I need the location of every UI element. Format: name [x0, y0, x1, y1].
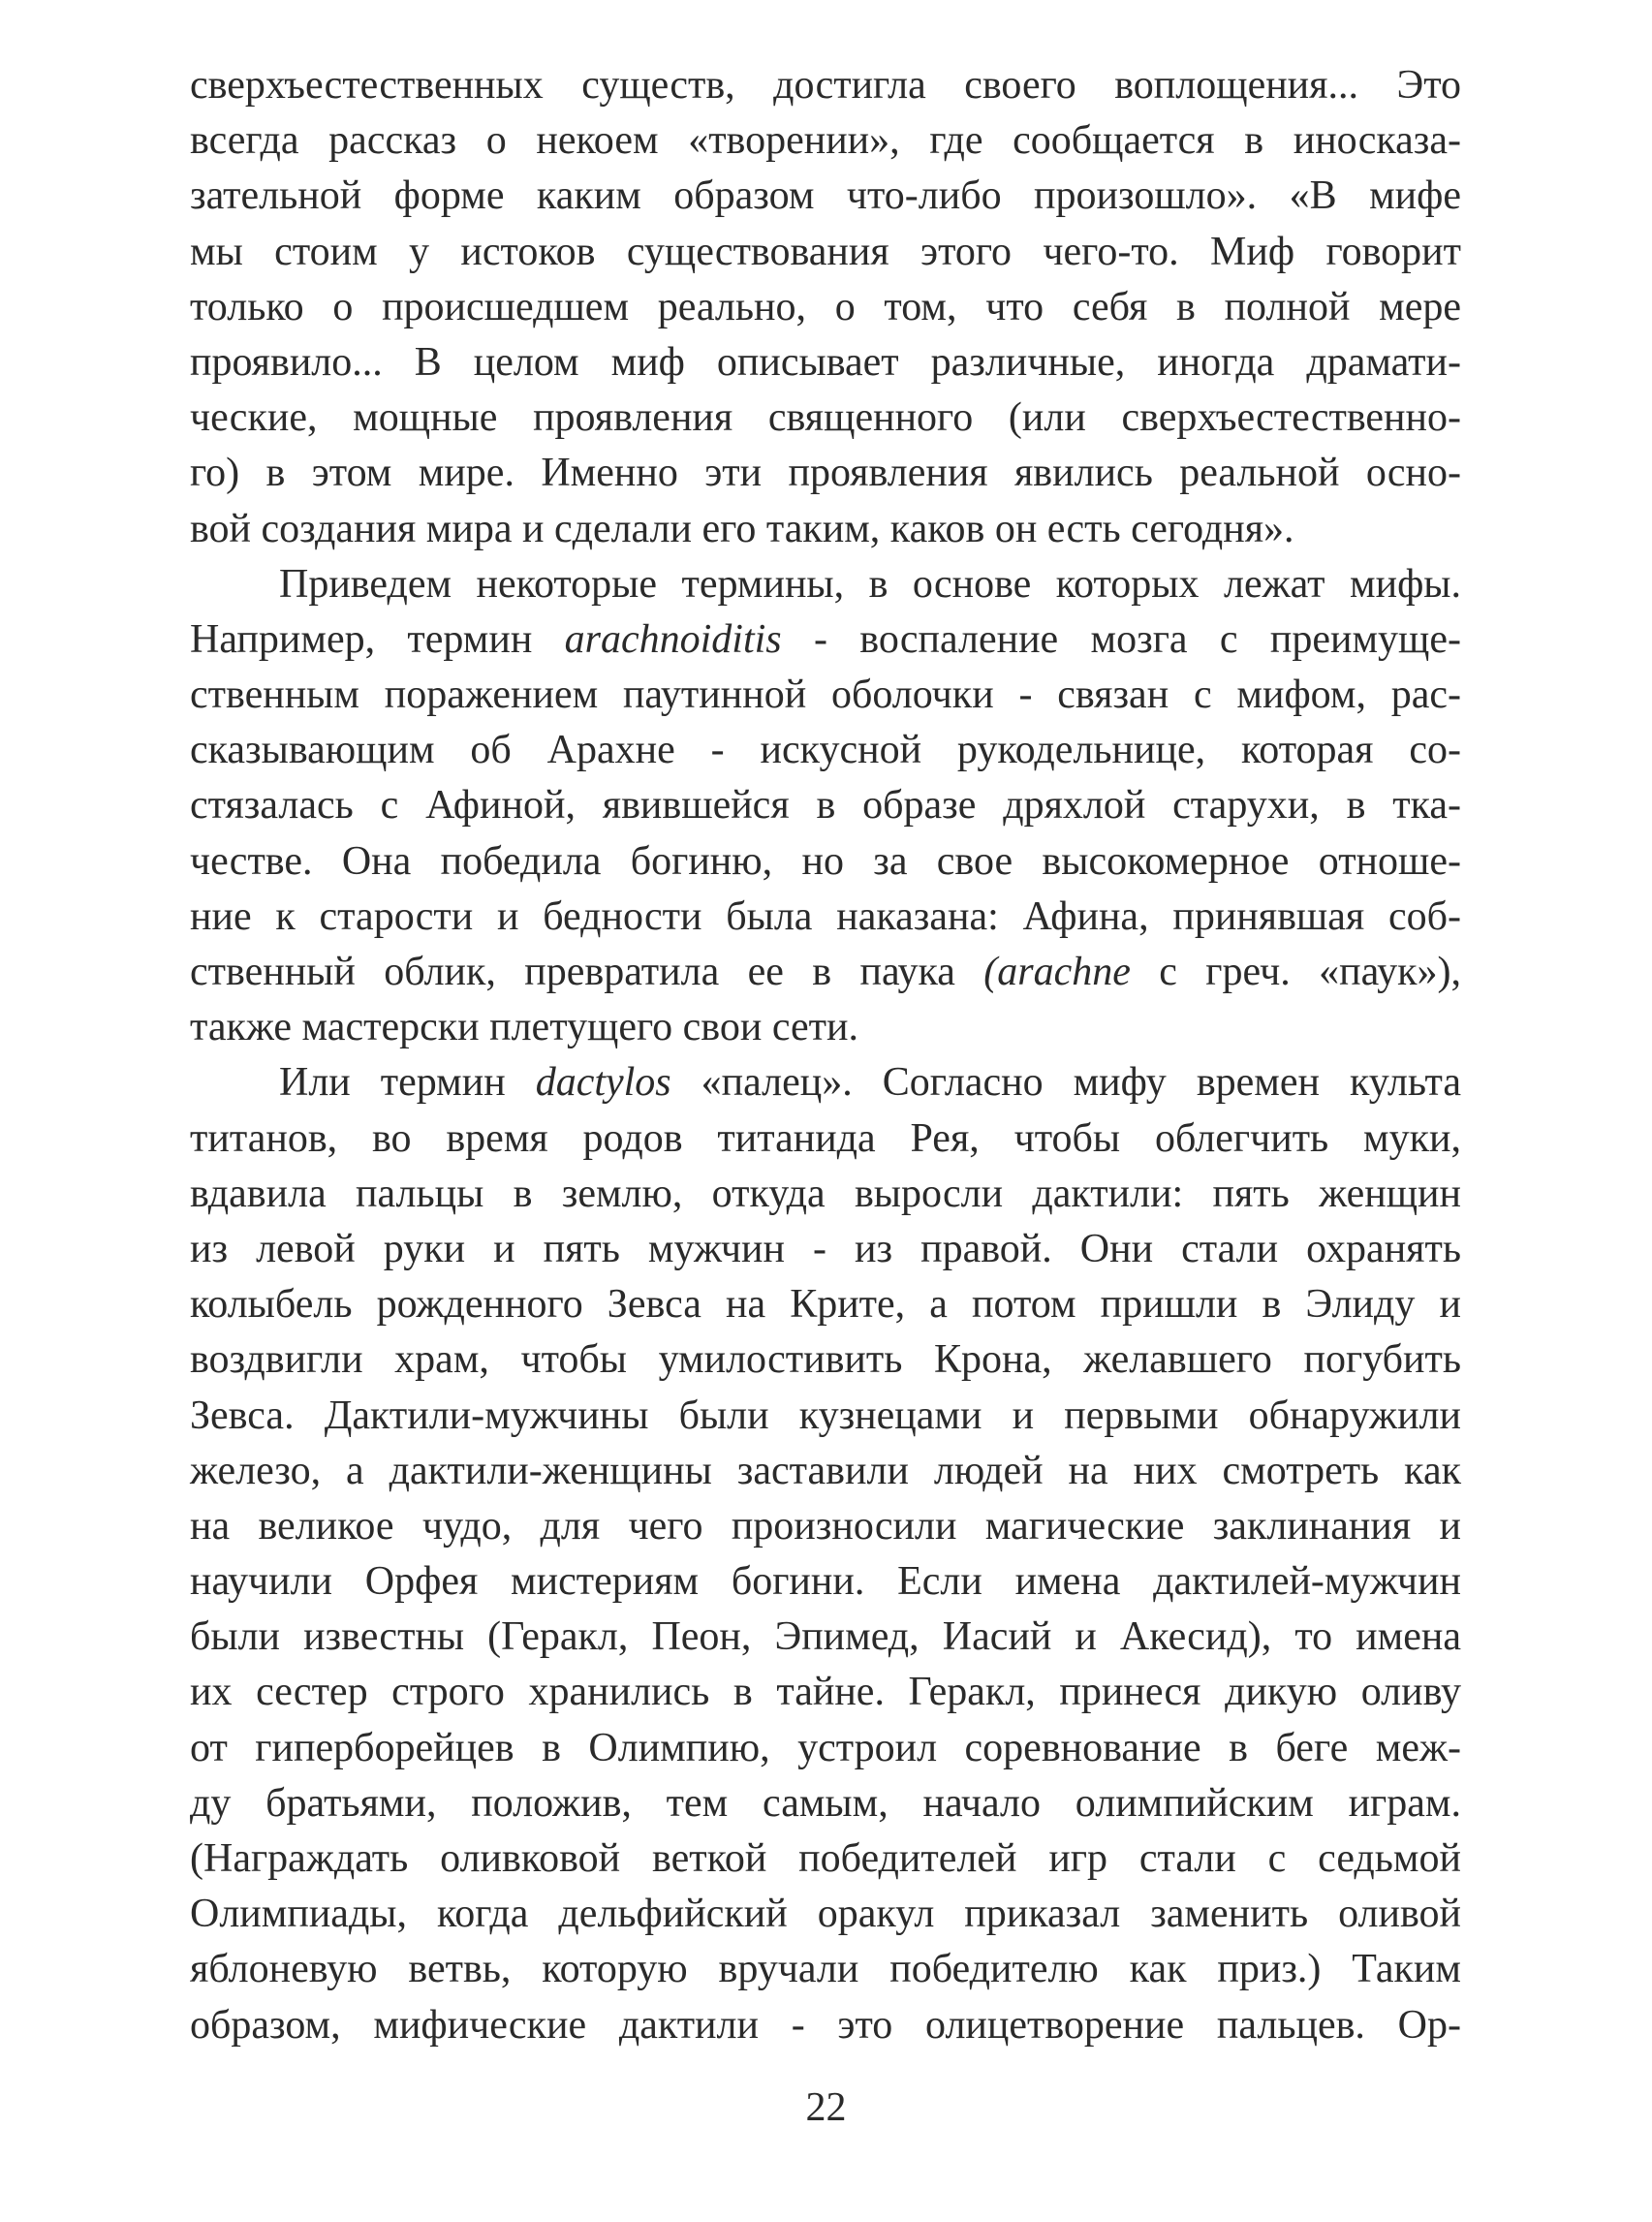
text-line: всегда рассказ о некоем «творении», где сообщается в иносказа- [190, 118, 1461, 164]
text-line: только о происшедшем реально, о том, что себя в полной мере [190, 284, 1461, 329]
text-line: мы стоим у истоков существования этого чего-то. Миф говорит [190, 229, 1461, 274]
text-line: железо, а дактили-женщины заставили людей на них смотреть как [190, 1448, 1461, 1493]
text-line: проявило... В целом миф описывает различные, иногда драмати- [190, 339, 1461, 385]
text-line: из левой руки и пять мужчин - из правой. Они стали охранять [190, 1226, 1461, 1271]
text-line: стязалась с Афиной, явившейся в образе дряхлой старухи, в тка- [190, 783, 1461, 829]
text-line: колыбель рожденного Зевса на Крите, а потом пришли в Элиду и [190, 1282, 1461, 1328]
text-line: честве. Она победила богиню, но за свое высокомерное отноше- [190, 838, 1461, 884]
text-line: ду братьями, положив, тем самым, начало олимпийским играм. [190, 1780, 1461, 1826]
text-line: от гиперборейцев в Олимпию, устроил соревнование в беге меж- [190, 1725, 1461, 1770]
text-line: были известны (Геракл, Пеон, Эпимед, Иасий и Акесид), то имена [190, 1614, 1461, 1660]
text-line: титанов, во время родов титанида Рея, чтобы облегчить муки, [190, 1115, 1461, 1161]
text-line: образом, мифические дактили - это олицетворение пальцев. Ор- [190, 2002, 1461, 2048]
text-line: Зевса. Дактили-мужчины были кузнецами и первыми обнаружили [190, 1393, 1461, 1438]
text-line: сверхъестественных существ, достигла своего воплощения... Это [190, 63, 1461, 108]
text-line: ственным поражением паутинной оболочки - связан с мифом, рас- [190, 673, 1461, 718]
latin-term: arachnoiditis [564, 616, 782, 662]
paragraph-end-line: также мастерски плетущего свои сети. [190, 1005, 858, 1050]
text-line: сказывающим об Арахне - искусной рукодельнице, которая со- [190, 728, 1461, 773]
text-line: зательной форме каким образом что-либо произошло». «В мифе [190, 173, 1461, 219]
text-line: (Награждать оливковой веткой победителей игр стали с седьмой [190, 1836, 1461, 1881]
text-line: Олимпиады, когда дельфийский оракул приказал заменить оливой [190, 1892, 1461, 1937]
page-number: 22 [805, 2085, 847, 2130]
text-line: вдавила пальцы в землю, откуда выросли дактили: пять женщин [190, 1171, 1461, 1216]
text-line: яблоневую ветвь, которую вручали победителю как приз.) Таким [190, 1947, 1461, 1992]
text-line: ние к старости и бедности была наказана: Афина, принявшая соб- [190, 893, 1461, 939]
paragraph-start-line: Или термин dactylos «палец». Согласно мифу времен культа [279, 1060, 1461, 1106]
text-line: научили Орфея мистериям богини. Если имена дактилей-мужчин [190, 1559, 1461, 1605]
page-text-block [190, 58, 1461, 2053]
latin-term: dactylos [535, 1060, 671, 1106]
text-line: воздвигли храм, чтобы умилостивить Крона, желавшего погубить [190, 1337, 1461, 1383]
text-line: на великое чудо, для чего произносили магические заклинания и [190, 1503, 1461, 1549]
text-line: Например, термин arachnoiditis - воспаление мозга с преимуще- [190, 616, 1461, 662]
text-line: го) в этом мире. Именно эти проявления явились реальной осно- [190, 451, 1461, 496]
text-line: ческие, мощные проявления священного (или сверхъестественно- [190, 395, 1461, 441]
text-line: ственный облик, превратила ее в паука (arachne с греч. «паук»), [190, 950, 1461, 994]
text-line: их сестер строго хранились в тайне. Геракл, принеся дикую оливу [190, 1670, 1461, 1715]
paragraph-end-line: вой создания мира и сделали его таким, каков он есть сегодня». [190, 506, 1294, 551]
latin-term: (arachne [983, 950, 1131, 994]
paragraph-start-line: Приведем некоторые термины, в основе которых лежат мифы. [279, 561, 1461, 607]
